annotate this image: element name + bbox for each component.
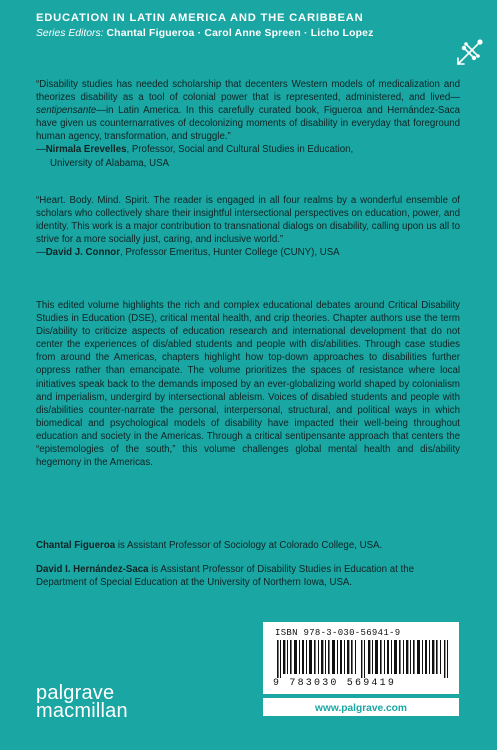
quote-attribution: —Nirmala Erevelles, Professor, Social and Cultural Studies in Education, [36,144,354,156]
website-link[interactable]: www.palgrave.com [315,703,407,714]
series-editors-names: Chantal Figueroa · Carol Anne Spreen · Licho Lopez [106,28,374,39]
author-bio-figueroa: Chantal Figueroa is Assistant Professor of Sociology at Colorado College, USA. [36,540,383,551]
publisher-logo-line2: macmillan [36,700,128,722]
publisher-logo [36,684,128,720]
attribution-name: David J. Connor [45,247,120,259]
isbn-barcode-box [263,622,459,694]
series-editors-label: Series Editors: [36,28,104,39]
quote-text: “Heart. Body. Mind. Spirit. The reader is engaged in all four realms by a wonderful ensemble of scholars who collectively share their insightful intersectional perspectives on education, power, and identity. This work is a major contribution to transnational dialogs on disability, calling upon us all to strive for a more socially just, caring, and inclusive world.” [36,195,460,246]
bio-name: David I. Hernández-Saca [36,564,149,575]
bio-name: Chantal Figueroa [36,540,116,551]
website-bar [263,698,459,716]
quote-attribution-affiliation: University of Alabama, USA [50,157,169,169]
quote-connor [36,194,460,259]
barcode-digits: 9 783030 569419 [273,678,397,689]
book-description: This edited volume highlights the rich and complex educational debates around Critical Disability Studies in Education (DSE), critical mental health, and crip theories. Chapter authors use the term Dis/ability to criticize aspects of education research and international development that do not center the experiences of dis/abled students and people with dis/abilities. Through case studies from around the Americas, chapters highlight how top-down approaches to disabilities further oppress rather than emancipate. The volume prioritizes the spaces of resistance where local initiatives speak back to the demands imposed by an ever-globalizing world shaped by colonialism and imperialism, undergird by intersectional ableism. Voices of disabled students and people with dis/abilities counter-narrate the personal, interpersonal, structural, and political ways in which biomedical and psychological models of disability have impacted their well-being throughout education and society in the Americas. Through a critical sentipensante approach that centers the “epistemologies of the south,” this volume challenges global mental health and dis/ability hegemony in the Americas. [36,300,460,469]
springer-chess-knight-icon [452,36,486,70]
attribution-name: Nirmala Erevelles [45,144,127,156]
series-title: EDUCATION IN LATIN AMERICA AND THE CARIBBEAN [36,12,364,24]
barcode-icon [277,640,449,678]
author-bio-hernandez-saca: David I. Hernández-Saca is Assistant Professor of Disability Studies in Education at the Department of Special Education at the University of Northern Iowa, USA. [36,564,414,589]
isbn-label: ISBN 978-3-030-56941-9 [275,628,401,638]
quote-erevelles [36,78,460,170]
publisher-logo-line1: palgrave [36,682,115,704]
series-editors [36,28,374,39]
quote-text: “Disability studies has needed scholarship that decenters Western models of medicalization and theorizes disability as a tool of colonial power that is represented, administered, and lived—sentipensante—in Latin America. In this carefully curated book, Figueroa and Hernández-Saca have given us counternarratives of decolonizing moments of disability in everyday that foreground human agency, transformation, and struggle.” [36,79,460,143]
quote-attribution: —David J. Connor, Professor Emeritus, Hunter College (CUNY), USA [36,247,340,259]
